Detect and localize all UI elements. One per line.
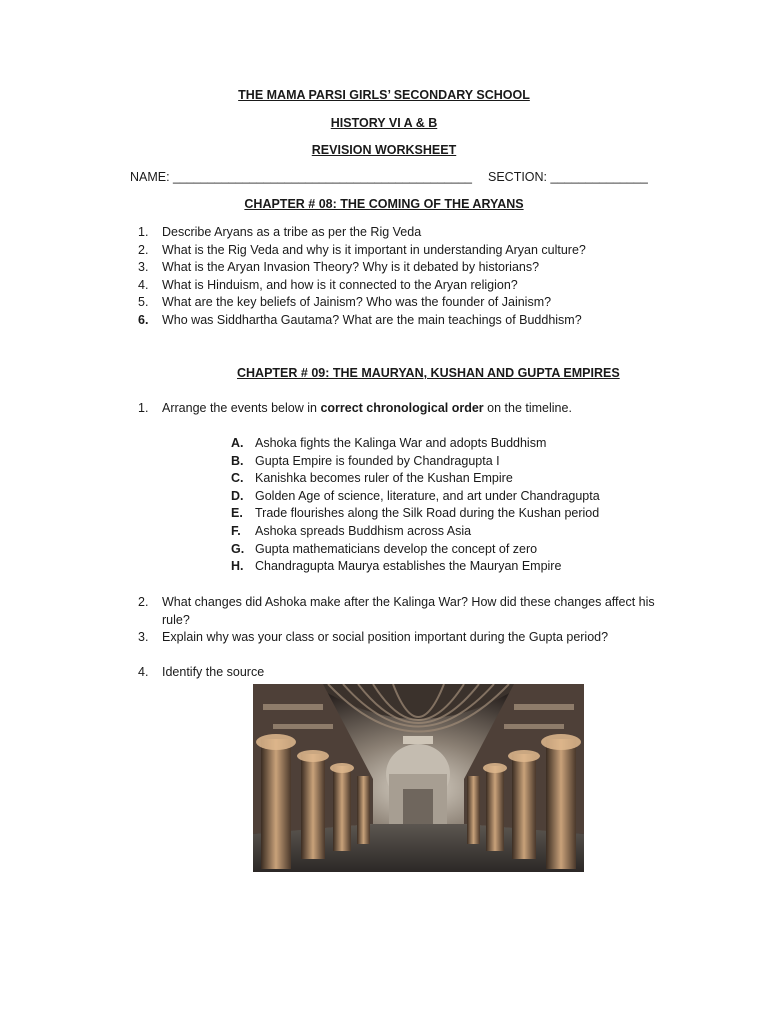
list-item: B. Gupta Empire is founded by Chandragupta I [231,453,500,468]
list-item: C. Kanishka becomes ruler of the Kushan Empire [231,471,513,486]
subject-title: HISTORY VI A & B [330,116,438,130]
list-item: 4. What is Hinduism, and how is it connected to the Aryan religion? [138,277,518,292]
list-item: E. Trade flourishes along the Silk Road during the Kushan period [231,506,600,521]
list-item: 2. What changes did Ashoka make after the Kalinga War? How did these changes affect his rule? [138,595,655,627]
list-item: 1. Describe Aryans as a tribe as per the Rig Veda [138,225,422,239]
list-item: H. Chandragupta Maurya establishes the Mauryan Empire [231,559,562,574]
chapter-9-question-1: 1. Arrange the events below in correct chronological order on the timeline. [138,401,572,415]
chapter-9-question-4: 4. Identify the source [138,665,265,679]
chapter-8-question-list [138,224,698,330]
list-item: 6. Who was Siddhartha Gautama? What are the main teachings of Buddhism? [138,312,582,327]
list-item: D. Golden Age of science, literature, and art under Chandragupta [231,488,600,503]
list-item: F. Ashoka spreads Buddhism across Asia [231,523,472,538]
list-item: G. Gupta mathematicians develop the concept of zero [231,541,538,556]
section-field-label: SECTION: ______________ [488,170,648,184]
chapter-8-heading: CHAPTER # 08: THE COMING OF THE ARYANS [244,197,524,211]
list-item: 2. What is the Rig Veda and why is it important in understanding Aryan culture? [138,242,586,257]
chapter-9-heading: CHAPTER # 09: THE MAURYAN, KUSHAN AND GUPTA EMPIRES [237,366,620,380]
school-title: THE MAMA PARSI GIRLS’ SECONDARY SCHOOL [238,88,530,102]
list-item: A. Ashoka fights the Kalinga War and adopts Buddhism [231,436,547,450]
chapter-9-questions-2-3 [138,594,678,647]
list-item: 3. Explain why was your class or social position important during the Gupta period? [138,630,609,645]
cave-temple-photo [253,684,584,872]
list-item: 3. What is the Aryan Invasion Theory? Why is it debated by historians? [138,260,540,275]
list-item: 5. What are the key beliefs of Jainism? Who was the founder of Jainism? [138,295,552,310]
timeline-events-list [231,435,671,576]
name-field-label: NAME: ___________________________________________ [130,170,472,184]
worksheet-title: REVISION WORKSHEET [311,143,457,157]
